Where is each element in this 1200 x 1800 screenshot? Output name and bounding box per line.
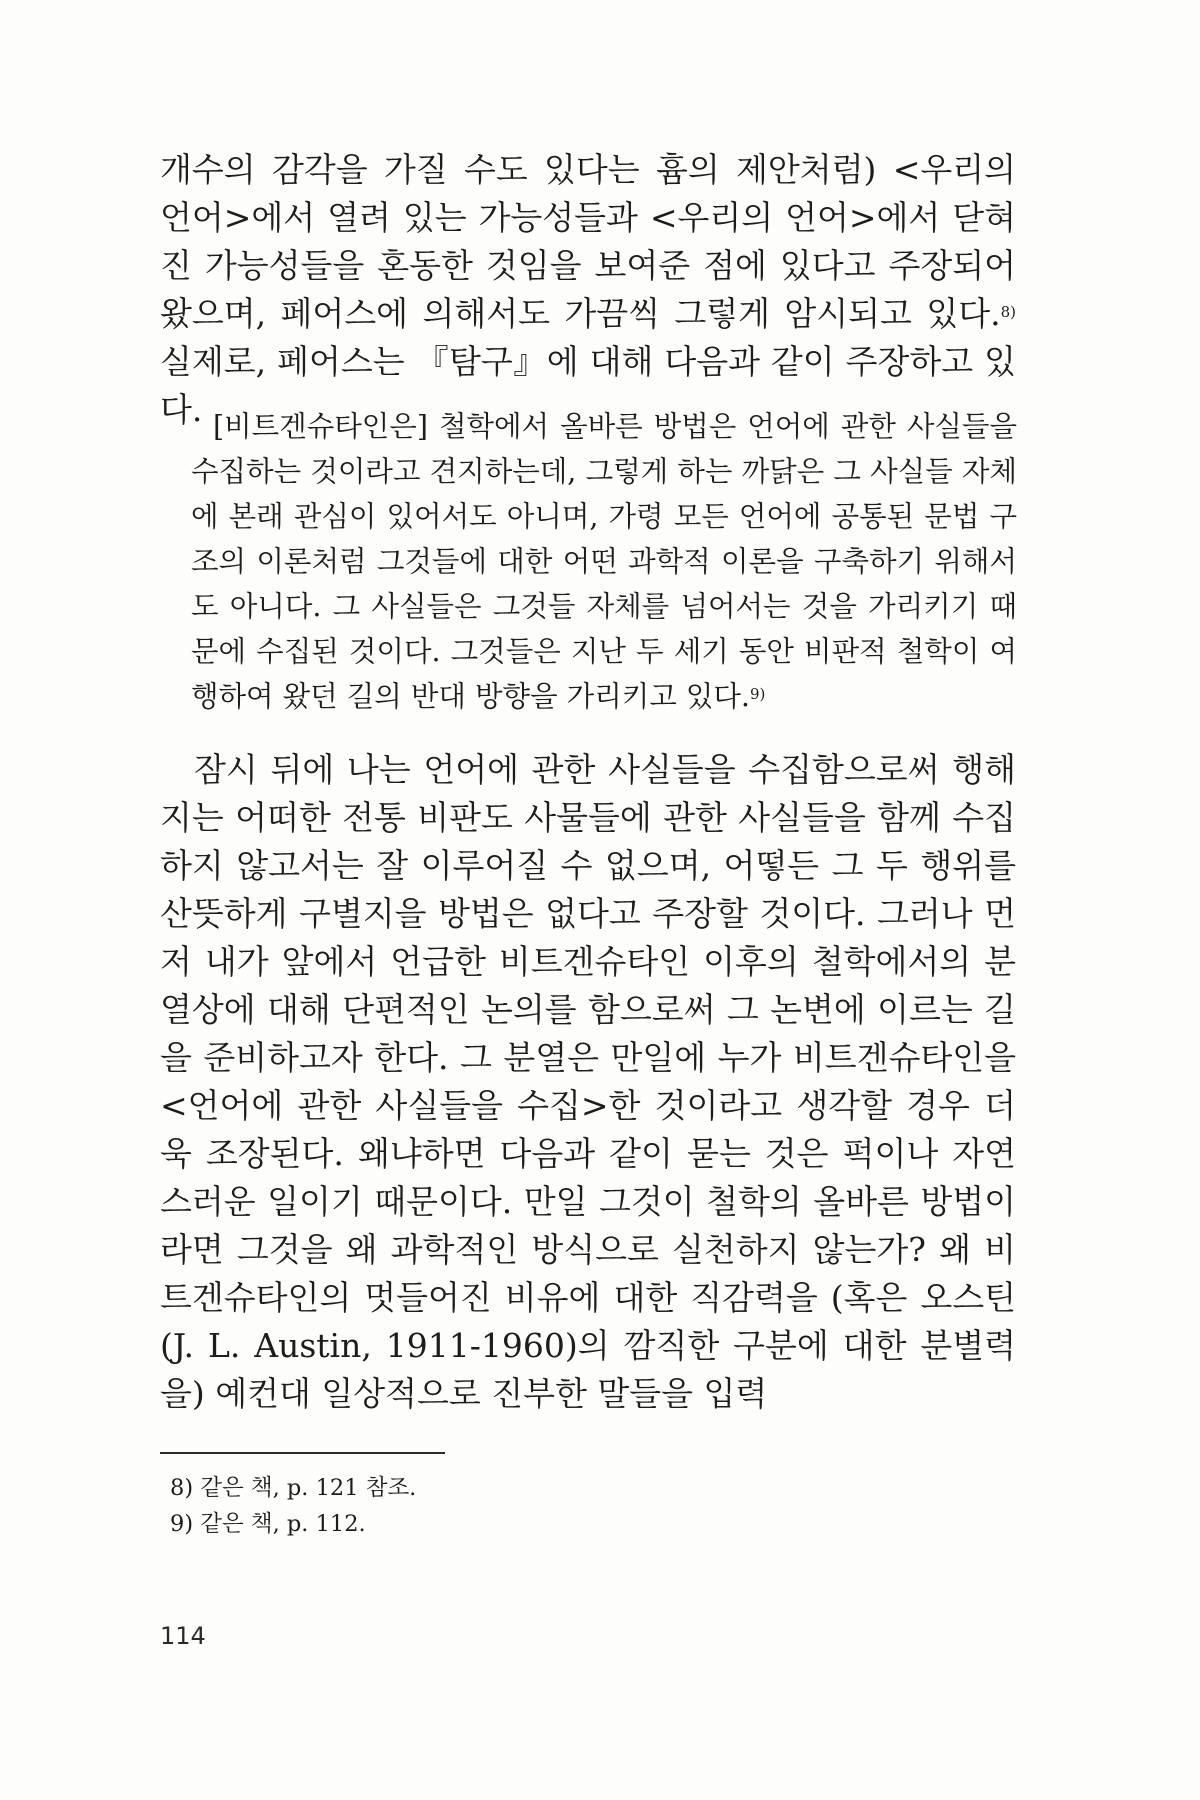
paragraph-text: 개수의 감각을 가질 수도 있다는 흄의 제안처럼) <우리의 언어>에서 열려 있는 가능성들과 <우리의 언어>에서 닫혀진 가능성들을 혼동한 것임을 보여준 점에 있다고 주장되어 왔으며, 페어스에 의해서도 가끔씩 그렇게 암시되고 있다. <box>160 150 1016 333</box>
footnote-item: 9) 같은 책, p. 112. <box>170 1511 366 1537</box>
main-paragraph <box>160 746 1016 1418</box>
block-quote <box>191 404 1017 719</box>
footnote-marker: 8) <box>1000 303 1016 321</box>
paragraph-text: 실제로, 페어스는 『탐구』에 대해 다음과 같이 주장하고 있다. <box>160 342 1016 429</box>
page-number: 114 <box>160 1622 206 1650</box>
quote-text: [비트겐슈타인은] 철학에서 올바른 방법은 언어에 관한 사실들을 수집하는 것이라고 견지하는데, 그렇게 하는 까닭은 그 사실들 자체에 본래 관심이 있어서도 아니며, 가령 모든 언어에 공통된 문법 구조의 이론처럼 그것들에 대한 어떤 과학적 이론을 구축하기 위해서도 아니다. 그 사실들은 그것들 자체를 넘어서는 것을 가리키기 때문에 수집된 것이다. 그것들은 지난 두 세기 동안 비판적 철학이 여행하여 왔던 길의 반대 방향을 가리키고 있다. <box>191 410 1017 713</box>
footnotes <box>170 1470 416 1542</box>
footnote-item: 8) 같은 책, p. 121 참조. <box>170 1475 417 1501</box>
paragraph-text: 잠시 뒤에 나는 언어에 관한 사실들을 수집함으로써 행해지는 어떠한 전통 비판도 사물들에 관한 사실들을 함께 수집하지 않고서는 잘 이루어질 수 없으며, 어떻든 그 두 행위를 산뜻하게 구별지을 방법은 없다고 주장할 것이다. 그러나 먼저 내가 앞에서 언급한 비트겐슈타인 이후의 철학에서의 분열상에 대해 단편적인 논의를 함으로써 그 논변에 이르는 길을 준비하고자 한다. 그 분열은 만일에 누가 비트겐슈타인을 <언어에 관한 사실들을 수집>한 것이라고 생각할 경우 더욱 조장된다. 왜냐하면 다음과 같이 묻는 것은 퍽이나 자연스러운 일이기 때문이다. 만일 그것이 철학의 올바른 방법이라면 그것을 왜 과학적인 방식으로 실천하지 않는가? 왜 비트겐슈타인의 멋들어진 비유에 대한 직감력을 (혹은 오스틴(J. L. Austin, 1911-1960)의 깜직한 구분에 대한 분별력을) 예컨대 일상적으로 진부한 말들을 입력 <box>160 750 1016 1413</box>
footnote-marker: 9) <box>749 685 766 703</box>
footnote-divider <box>160 1452 445 1454</box>
opening-paragraph <box>160 146 1016 434</box>
